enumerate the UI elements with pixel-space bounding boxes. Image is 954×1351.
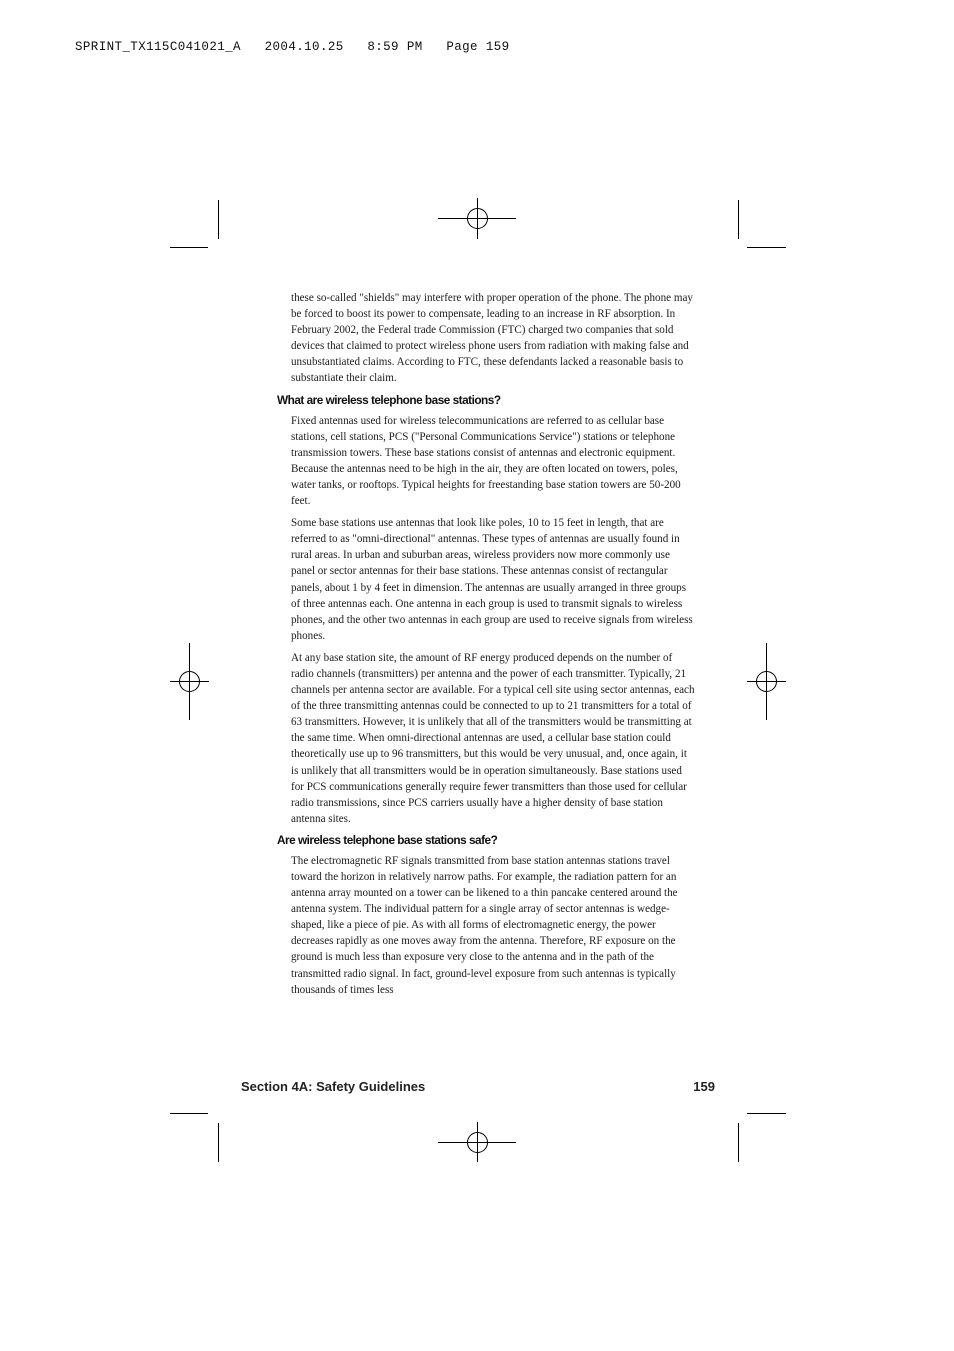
print-slug-line: SPRINT_TX115C041021_A 2004.10.25 8:59 PM Page 159 [75,40,510,54]
page-number: 159 [693,1079,715,1094]
section-heading-base-stations: What are wireless telephone base stations? [277,392,501,407]
paragraph-rf-energy: At any base station site, the amount of RF energy produced depends on the number of radio channels (transmitters) per antenna and the power of each transmitter. Typically, 21 channels per antenna sector are available. For a typical cell site using sector antennas, each of the three transmitting antennas could be connected to up to 21 transmitters for a total of 63 transmitters. However, it is unlikely that all of the transmitters would be transmitting at the same time. When omni-directional antennas are used, a cellular base station could theoretically use up to 96 transmitters, but this would be very unusual, and, once again, it is unlikely that all transmitters would be in operation simultaneously. Base stations used for PCS communications generally require fewer transmitters than those used for cellular radio transmissions, since PCS carriers usually have a higher density of base station antenna sites. [291,651,695,825]
registration-mark-bottom [438,1122,516,1162]
registration-mark-left [170,643,209,720]
body-content [277,290,695,1004]
page-footer [241,1079,715,1094]
footer-section-label: Section 4A: Safety Guidelines [241,1079,426,1094]
section-heading-safety: Are wireless telephone base stations safe? [277,832,498,847]
registration-mark-top [438,198,516,239]
intro-paragraph: these so-called "shields" may interfere with proper operation of the phone. The phone may be forced to boost its power to compensate, leading to an increase in RF absorption. In February 2002, the Federal trade Commission (FTC) charged two companies that sold devices that claimed to protect wireless phone users from radiation with making false and unsubstantiated claims. According to FTC, these defendants lacked a reasonable basis to substantiate their claim. [291,292,693,385]
paragraph-electromagnetic: The electromagnetic RF signals transmitted from base station antennas stations travel toward the horizon in relatively narrow paths. For example, the radiation pattern for an antenna array mounted on a tower can be likened to a thin pancake centered around the antenna system. The individual pattern for a single array of sector antennas is wedge-shaped, like a piece of pie. As with all forms of electromagnetic energy, the power decreases rapidly as one moves away from the antenna. Therefore, RF exposure on the ground is much less than exposure very close to the antenna and in the path of the transmitted radio signal. In fact, ground-level exposure from such antennas is typically thousands of times less [291,854,678,996]
registration-mark-right [747,643,786,720]
paragraph-fixed-antennas: Fixed antennas used for wireless telecommunications are referred to as cellular base stations, cell stations, PCS ("Personal Communications Service") stations or telephone transmission towers. These base stations consist of antennas and electronic equipment. Because the antennas need to be high in the air, they are often located on towers, poles, water tanks, or rooftops. Typical heights for freestanding base station towers are 50-200 feet. [291,414,681,508]
paragraph-omni-directional: Some base stations use antennas that look like poles, 10 to 15 feet in length, that are referred to as "omni-directional" antennas. These types of antennas are usually found in rural areas. In urban and suburban areas, wireless providers now more commonly use panel or sector antennas for their base stations. These antennas consist of rectangular panels, about 1 by 4 feet in dimension. The antennas are usually arranged in three groups of three antennas each. One antenna in each group is used to transmit signals to wireless phones, and the other two antennas in each group are used to receive signals from wireless phones. [291,517,693,642]
